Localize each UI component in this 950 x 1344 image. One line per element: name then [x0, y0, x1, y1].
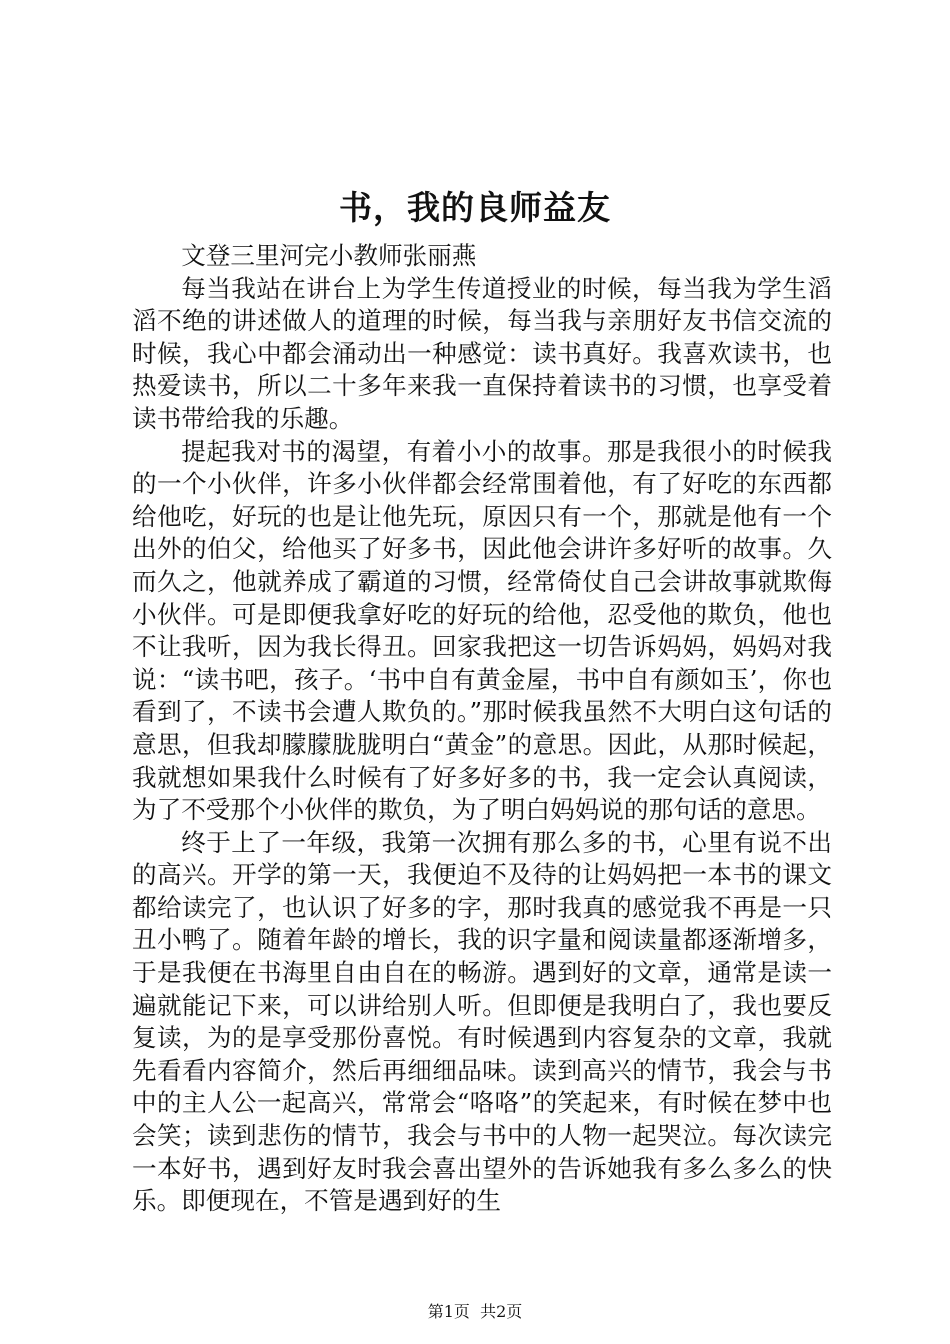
paragraph: 提起我对书的渴望，有着小小的故事。那是我很小的时候我的一个小伙伴，许多小伙伴都会经常围着他，有了好吃的东西都给他吃，好玩的也是让他先玩，原因只有一个，那就是他有一个出外的伯父，给他买了好多书，因此他会讲许多好听的故事。久而久之，他就养成了霸道的习惯，经常倚仗自己会讲故事就欺侮小伙伴。可是即便我拿好吃的好玩的给他，忍受他的欺负，他也不让我听，因为我长得丑。回家我把这一切告诉妈妈，妈妈对我说：“读书吧，孩子。‘书中自有黄金屋，书中自有颜如玉’，你也看到了，不读书会遭人欺负的。”那时候我虽然不大明白这句话的意思，但我却朦朦胧胧明白“黄金”的意思。因此，从那时候起，我就想如果我什么时候有了好多好多的书，我一定会认真阅读，为了不受那个小伙伴的欺负，为了明白妈妈说的那句话的意思。	[132, 436, 832, 825]
author-line: 文登三里河完小教师张丽燕	[181, 241, 477, 270]
document-body	[132, 240, 832, 1218]
page-footer	[0, 1300, 950, 1324]
paragraph: 终于上了一年级，我第一次拥有那么多的书，心里有说不出的高兴。开学的第一天，我便迫不及待的让妈妈把一本书的课文都给读完了，也认识了好多的字，那时我真的感觉我不再是一只丑小鸭了。随着年龄的增长，我的识字量和阅读量都逐渐增多，于是我便在书海里自由自在的畅游。遇到好的文章，通常是读一遍就能记下来，可以讲给别人听。但即便是我明白了，我也要反复读，为的是享受那份喜悦。有时候遇到内容复杂的文章，我就先看看内容简介，然后再细细品味。读到高兴的情节，我会与书中的主人公一起高兴，常常会“咯咯”的笑起来，有时候在梦中也会笑；读到悲伤的情节，我会与书中的人物一起哭泣。每次读完一本好书，遇到好友时我会喜出望外的告诉她我有多么多么的快乐。即便现在，不管是遇到好的生	[132, 827, 832, 1216]
page-number: 第1页 共2页	[427, 1302, 523, 1321]
document-title: 书，我的良师益友	[339, 188, 611, 227]
paragraph: 每当我站在讲台上为学生传道授业的时候，每当我为学生滔滔不绝的讲述做人的道理的时候，每当我与亲朋好友书信交流的时候，我心中都会涌动出一种感觉：读书真好。我喜欢读书，也热爱读书，所以二十多年来我一直保持着读书的习惯，也享受着读书带给我的乐趣。	[132, 273, 832, 433]
